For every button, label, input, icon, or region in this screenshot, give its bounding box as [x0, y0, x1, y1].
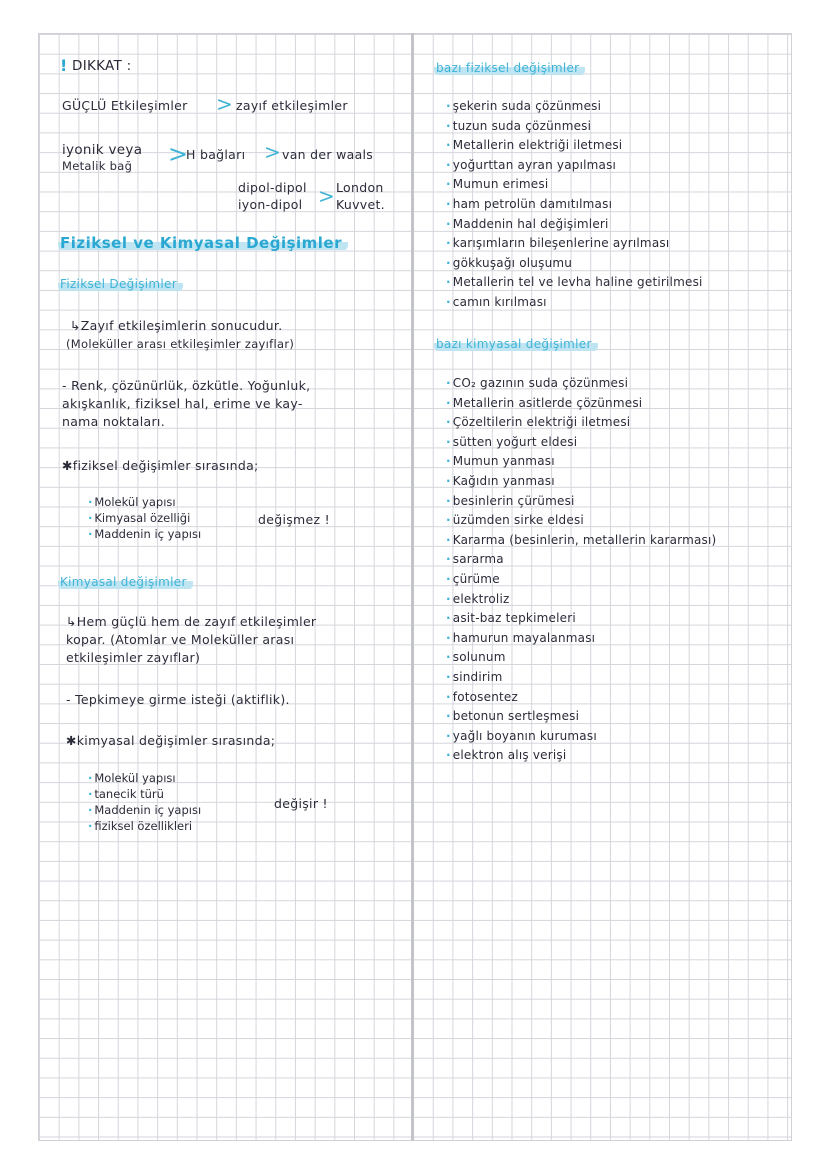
list-item: · tanecik türü — [88, 787, 164, 801]
main-title: Fiziksel ve Kimyasal Değişimler — [58, 235, 348, 251]
chemical-strong-line3: etkileşimler zayıflar) — [66, 650, 201, 665]
list-item: · elektroliz — [446, 591, 510, 606]
page-divider — [411, 33, 414, 1141]
list-item: · hamurun mayalanması — [446, 630, 596, 645]
list-item: · Çözeltilerin elektriği iletmesi — [446, 415, 631, 430]
greater-than-icon: > — [168, 140, 189, 168]
chemical-strong-line1: ↳Hem güçlü hem de zayıf etkileşimler — [66, 614, 317, 629]
list-item: · fiziksel özellikleri — [88, 819, 193, 833]
list-item: · yoğurttan ayran yapılması — [446, 157, 617, 172]
physical-weak-line1: ↳Zayıf etkileşimlerin sonucudur. — [70, 318, 283, 333]
greater-than-icon: > — [216, 92, 233, 116]
list-item: · Molekül yapısı — [88, 771, 176, 785]
list-item: · karışımların bileşenlerine ayrılması — [446, 236, 670, 251]
metallic-bond-label: Metalik bağ — [62, 159, 133, 173]
list-item: · sararma — [446, 552, 504, 567]
physical-during-label: ✱fiziksel değişimler sırasında; — [62, 458, 259, 473]
warning-icon: ! — [60, 56, 68, 75]
strong-interactions-label: GÜÇLÜ Etkileşimler — [62, 98, 188, 113]
list-item: · sütten yoğurt eldesi — [446, 434, 578, 449]
list-item: · besinlerin çürümesi — [446, 493, 575, 508]
list-item: · asit-baz tepkimeleri — [446, 611, 576, 626]
physical-props-line3: nama noktaları. — [62, 414, 165, 429]
list-item: · elektron alış verişi — [446, 748, 567, 763]
chemical-changed-list — [88, 770, 201, 834]
some-physical-changes-title: bazı fiziksel değişimler — [434, 60, 585, 76]
list-item: · üzümden sirke eldesi — [446, 513, 584, 528]
chemical-result: değişir ! — [274, 796, 328, 811]
physical-examples-list — [446, 97, 703, 313]
list-item: · fotosentez — [446, 689, 519, 704]
weak-interactions-label: zayıf etkileşimler — [236, 98, 348, 113]
list-item: · CO₂ gazının suda çözünmesi — [446, 376, 629, 390]
list-item: · yağlı boyanın kuruması — [446, 728, 597, 743]
hydrogen-bond-label: H bağları — [186, 147, 246, 162]
van-der-waals-label: van der waals — [282, 147, 374, 162]
list-item: · Maddenin iç yapısı — [88, 527, 202, 541]
list-item: · Molekül yapısı — [88, 495, 176, 509]
ion-dipole-label: iyon-dipol — [238, 197, 303, 212]
list-item: · ham petrolün damıtılması — [446, 196, 613, 211]
list-item: · Maddenin hal değişimleri — [446, 216, 609, 231]
physical-changes-title: Fiziksel Değişimler — [58, 276, 183, 292]
dipole-dipole-label: dipol-dipol — [238, 180, 307, 195]
list-item: · Mumun yanması — [446, 454, 555, 469]
london-label: London — [336, 180, 384, 195]
physical-props-line2: akışkanlık, fiziksel hal, erime ve kay- — [62, 396, 303, 411]
physical-props-line1: - Renk, çözünürlük, özkütle. Yoğunluk, — [62, 378, 311, 393]
warning-heading: DIKKAT : — [72, 58, 132, 74]
ionic-bond-label: iyonik veya — [62, 142, 143, 158]
list-item: · Metallerin asitlerde çözünmesi — [446, 395, 643, 410]
chemical-during-label: ✱kimyasal değişimler sırasında; — [66, 733, 276, 748]
list-item: · Metallerin elektriği iletmesi — [446, 138, 623, 153]
list-item: · şekerin suda çözünmesi — [446, 99, 602, 113]
chemical-strong-line2: kopar. (Atomlar ve Moleküller arası — [66, 632, 295, 647]
physical-unchanged-list — [88, 494, 201, 542]
list-item: · tuzun suda çözünmesi — [446, 118, 592, 133]
greater-than-icon: > — [264, 140, 281, 164]
list-item: · Maddenin iç yapısı — [88, 803, 202, 817]
list-item: · gökkuşağı oluşumu — [446, 255, 573, 270]
greater-than-icon: > — [318, 184, 335, 208]
physical-result: değişmez ! — [258, 512, 330, 527]
physical-weak-line2: (Moleküller arası etkileşimler zayıflar) — [66, 337, 295, 351]
list-item: · Metallerin tel ve levha haline getirilmesi — [446, 275, 703, 290]
chemical-activity-line: - Tepkimeye girme isteği (aktiflik). — [66, 692, 290, 707]
list-item: · Kararma (besinlerin, metallerin kararması) — [446, 532, 717, 547]
list-item: · çürüme — [446, 571, 500, 586]
list-item: · sindirim — [446, 669, 503, 684]
list-item: · betonun sertleşmesi — [446, 709, 580, 724]
force-label: Kuvvet. — [336, 197, 385, 212]
some-chemical-changes-title: bazı kimyasal değişimler — [434, 336, 598, 352]
chemical-examples-list — [446, 374, 716, 766]
list-item: · Kimyasal özelliği — [88, 511, 191, 525]
list-item: · Kağıdın yanması — [446, 473, 555, 488]
chemical-changes-title: Kimyasal değişimler — [58, 574, 193, 590]
list-item: · Mumun erimesi — [446, 177, 549, 192]
list-item: · camın kırılması — [446, 294, 547, 309]
list-item: · solunum — [446, 650, 506, 665]
